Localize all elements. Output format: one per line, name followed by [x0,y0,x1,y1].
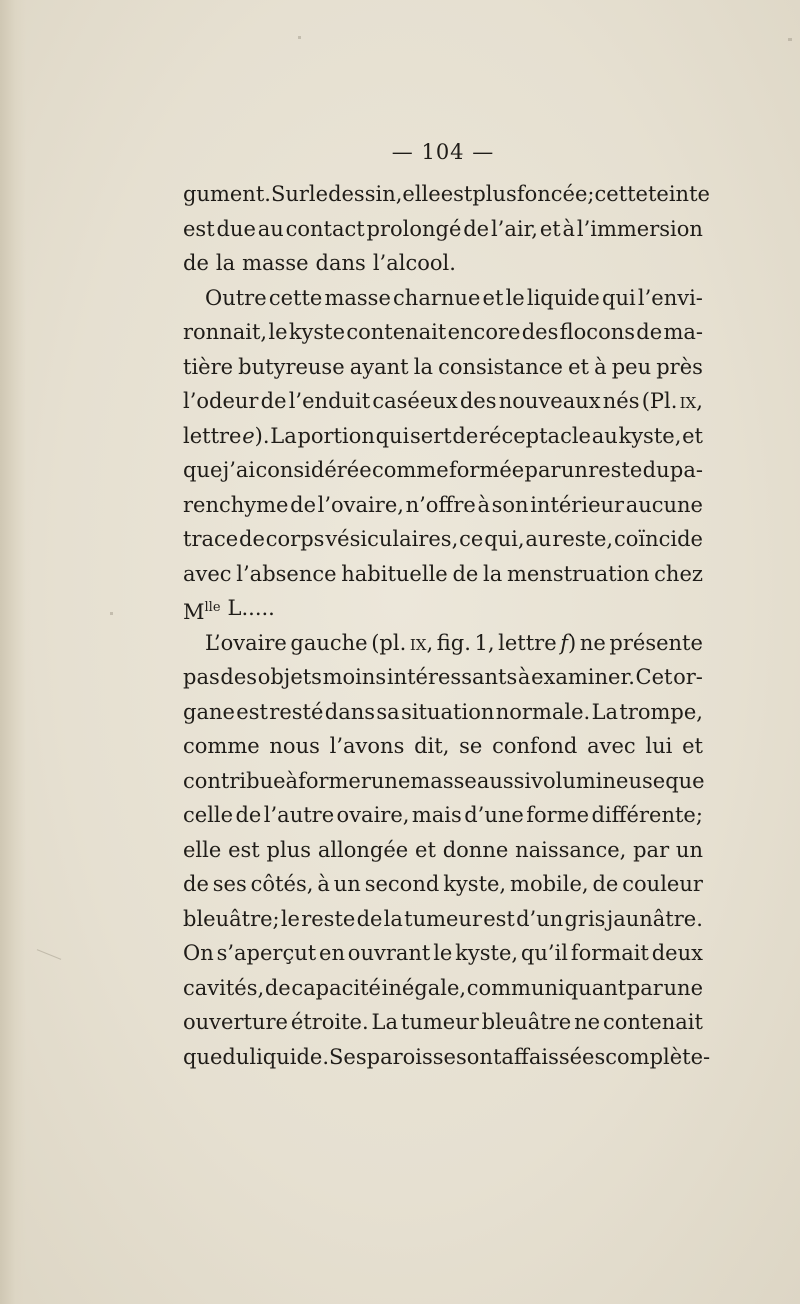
word: kyste, [455,941,519,965]
text-line [183,281,703,316]
word: en [319,941,345,965]
word: de [636,320,663,344]
word: une [370,768,411,793]
word: étroite. [290,1010,369,1034]
word: qu’il [520,941,568,965]
text-line [183,626,703,661]
word: l’avons [329,734,405,758]
word: est [228,837,260,862]
word: volumineuse [531,768,666,793]
word: formait [570,941,649,965]
word: aussi [476,768,532,793]
word: à [517,665,531,689]
word: bleuâtre; [183,906,280,931]
word: de [356,906,383,931]
word: que [183,458,223,482]
word: coïncide [613,527,703,551]
word: ne [579,630,606,655]
word: la [413,354,433,379]
word: le [308,182,329,206]
word: le [280,906,300,931]
word: se [432,1044,456,1069]
word: comme [371,458,449,482]
text-line [183,419,703,454]
word: le [433,941,453,965]
word: resté [269,699,324,724]
word: intérieur [530,492,625,517]
word: parois [366,1044,433,1069]
word: couleur [622,872,703,896]
word: l’air, [490,216,538,241]
word: ce [459,527,484,551]
word: masse [242,251,309,275]
word: est [236,699,268,724]
word: considérée [255,458,372,482]
word: gauche [290,630,368,655]
word: de [183,251,209,275]
word: par [524,458,561,482]
word: dans [315,251,366,275]
text-line [183,522,703,557]
word: contact [285,216,365,241]
page-number: — 104 — [391,140,495,164]
word: et [682,734,703,758]
word: l’autre [263,803,335,827]
word: l’immersion [576,216,703,241]
paper-speck [788,38,792,41]
word: l’ovaire, [317,492,404,517]
word: à [477,492,490,517]
word: pa- [669,458,703,482]
word: encore [447,320,521,344]
word: 1, [474,630,495,655]
word: au [525,527,552,551]
word: aucune [625,492,703,517]
body-text [183,177,711,1074]
word: kyste, [443,872,507,896]
word: qui [375,423,410,448]
paper-scratch [37,949,61,960]
word: or- [673,665,703,689]
word: côtés, [250,872,314,896]
word: près [656,354,703,379]
word: On [183,941,214,965]
word: Ses [329,1044,367,1069]
text-line [183,488,703,523]
text-line [183,902,703,937]
word: corps [265,527,325,551]
word: reste [301,906,356,931]
word: confond [492,734,578,758]
word: au [257,216,284,241]
word: caséeux [372,389,458,413]
word: renchyme [183,492,289,517]
word: sa [376,699,400,724]
word: l’odeur [183,389,259,413]
word: l’envi- [637,285,703,310]
word: cette [268,285,323,310]
text-line [183,384,703,419]
word: Mlle [183,600,221,624]
word: pas [183,665,220,689]
word: s’aperçut [216,941,317,965]
word: la [483,561,503,586]
word: de [264,975,291,1000]
word: ix, [679,389,703,413]
word: L..... [227,596,275,620]
word: Sur [270,182,309,206]
word: portion [297,423,375,448]
word: et [415,837,436,862]
word: habituelle [341,561,448,586]
word: sont [456,1044,502,1069]
word: d’une [464,803,524,827]
word: nous [269,734,320,758]
word: est [440,182,473,206]
word: contenait [602,1010,703,1034]
text-line [183,867,703,902]
word: est [183,216,215,241]
text-line [183,833,703,868]
word: moins [322,665,387,689]
word: (Pl. [641,389,678,413]
word: contribue [183,768,286,793]
word: de [290,492,316,517]
word: teinte [647,182,710,206]
word: qui, [484,527,525,551]
word: butyreuse [238,354,345,379]
text-line [183,315,703,350]
text-line [183,798,703,833]
word: ronnait, [183,320,268,344]
word: et [568,354,589,379]
word: présente [609,630,703,655]
word: l’alcool. [372,251,456,275]
text-line [183,1040,711,1075]
word: inégale, [381,975,467,1000]
text-line [183,591,703,626]
word: plus [472,182,517,206]
word: n’offre [405,492,476,517]
word: ne [574,1010,601,1034]
word: gument. [183,182,271,206]
word: lui [645,734,673,758]
word: la [383,906,403,931]
word: formée [448,458,525,482]
word: lettre [183,423,242,448]
word: consistance [438,354,563,379]
word: reste [588,458,643,482]
word: dessin, [328,182,403,206]
word: des [459,389,497,413]
word: due [216,216,256,241]
word: forme [526,803,590,827]
word: liquide. [249,1044,330,1069]
word: à [285,768,299,793]
text-line [183,453,703,488]
word: (pl. [371,630,407,655]
word: Outre [205,285,267,310]
word: ma- [663,320,703,344]
word: comme [183,734,260,758]
word: de [463,216,490,241]
word: un [333,872,361,896]
word: flocons [559,320,636,344]
word: ayant [349,354,409,379]
text-line [183,729,703,764]
text-line [183,212,703,247]
word: à [562,216,576,241]
text-line [183,246,703,281]
word: des [220,665,258,689]
word: un [560,458,588,482]
word: des [521,320,559,344]
word: liquide [526,285,600,310]
word: charnue [393,285,481,310]
word: que [183,1044,223,1069]
word: La [371,1010,398,1034]
word: kyste, [618,423,682,448]
word: de [260,389,287,413]
word: allongée [317,837,409,862]
word: de [452,423,479,448]
word: affaissées [501,1044,606,1069]
word: et [539,216,561,241]
word: gane [183,699,235,724]
word: d’un [516,906,564,931]
word: avec [183,561,232,586]
word: chez [654,561,703,586]
word: l’enduit [288,389,371,413]
word: le [505,285,525,310]
word: ses [212,872,247,896]
word: L’ovaire [205,630,287,655]
word: foncée; [516,182,595,206]
word: lettre [498,630,557,655]
word: f) [560,630,577,655]
word: La [270,423,297,448]
word: est [483,906,515,931]
word: et [682,423,703,448]
word: au [591,423,618,448]
word: cavités, [183,975,265,1000]
word: que [665,768,705,793]
word: une [663,975,703,1000]
word: de [235,803,262,827]
word: mais [411,803,462,827]
word: tière [183,354,234,379]
word: examiner. [531,665,635,689]
word: capacité [291,975,381,1000]
word: l’absence [236,561,337,586]
word: second [364,872,440,896]
word: du [222,1044,250,1069]
word: former [298,768,371,793]
word: de [183,872,209,896]
text-line [183,177,710,212]
text-line [183,936,703,971]
word: de [452,561,479,586]
word: à [594,354,607,379]
word: par [626,975,663,1000]
word: vésiculaires, [325,527,459,551]
word: ovaire, [336,803,410,827]
word: nouveaux [498,389,601,413]
word: à [317,872,330,896]
word: la [215,251,236,275]
word: communiquant [466,975,627,1000]
word: dit, [414,734,450,758]
word: naissance, [515,837,627,862]
word: par [633,837,670,862]
word: intéressants [386,665,518,689]
word: celle [183,803,234,827]
text-line [183,350,703,385]
word: elle [402,182,441,206]
word: un [675,837,703,862]
word: et [482,285,504,310]
word: réceptacle [479,423,591,448]
word: e). [242,423,270,448]
word: normale. [495,699,591,724]
word: masse [410,768,477,793]
word: son [491,492,529,517]
text-line [183,695,703,730]
word: tumeur [400,1010,479,1034]
word: La [591,699,619,724]
word: j’ai [222,458,256,482]
paper-speck [298,36,301,39]
word: contenait [346,320,447,344]
word: fig. [436,630,471,655]
word: trompe, [619,699,703,724]
word: sert [410,423,452,448]
text-line [183,971,703,1006]
word: ix, [409,630,434,655]
word: nés [602,389,640,413]
text-line [183,557,703,592]
word: bleuâtre [481,1010,572,1034]
text-line [183,660,703,695]
text-line [183,764,703,799]
word: plus [266,837,312,862]
word: mobile, [510,872,589,896]
word: se [459,734,483,758]
word: deux [651,941,703,965]
word: le [268,320,288,344]
text-line [183,1005,703,1040]
word: masse [324,285,391,310]
word: elle [183,837,222,862]
word: situation [401,699,495,724]
word: complète- [605,1044,711,1069]
word: ouverture [183,1010,288,1034]
word: Cet [635,665,673,689]
word: reste, [552,527,614,551]
word: donne [442,837,509,862]
word: ouvrant [347,941,431,965]
word: de [592,872,619,896]
page-binding-edge [0,0,26,1304]
word: peu [611,354,652,379]
word: différente; [591,803,703,827]
word: tumeur [404,906,482,931]
word: objets [257,665,322,689]
paper-speck [110,612,113,615]
word: gris [564,906,606,931]
word: dans [324,699,376,724]
word: menstruation [506,561,650,586]
word: cette [594,182,648,206]
word: du [642,458,670,482]
word: jaunâtre. [606,906,703,931]
word: trace [183,527,239,551]
word: qui [602,285,636,310]
word: avec [587,734,636,758]
word: de [239,527,265,551]
word: kyste [288,320,346,344]
word: prolongé [366,216,462,241]
